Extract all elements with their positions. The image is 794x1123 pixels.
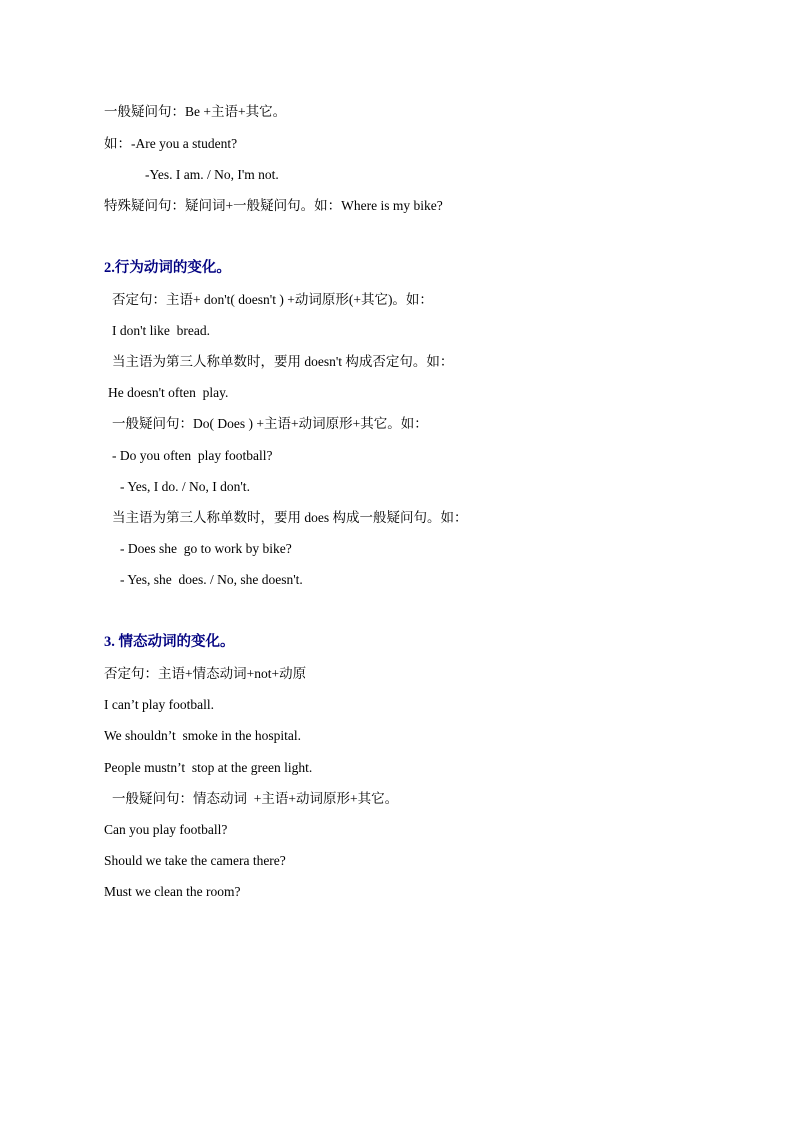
example-question: Can you play football? bbox=[104, 822, 228, 837]
example-answer: - Yes, I do. / No, I don't. bbox=[120, 479, 250, 494]
example-sentence: I can’t play football. bbox=[104, 697, 214, 712]
third-person-negative-rule: 当主语为第三人称单数时，要用 doesn't 构成否定句。如： bbox=[112, 354, 454, 369]
section-heading-verb-change: 2.行为动词的变化。 bbox=[104, 260, 231, 276]
general-question-rule: 一般疑问句：Be +主语+其它。 bbox=[104, 104, 287, 119]
section-heading-modal-change: 3. 情态动词的变化。 bbox=[104, 634, 235, 650]
general-question-rule: 一般疑问句：情态动词 +主语+动词原形+其它。 bbox=[112, 791, 399, 806]
negative-rule: 否定句：主语+ don't( doesn't ) +动词原形(+其它)。如： bbox=[112, 292, 433, 307]
example-question: 如：-Are you a student? bbox=[104, 136, 238, 151]
example-answer: - Yes, she does. / No, she doesn't. bbox=[120, 572, 303, 587]
example-question: - Does she go to work by bike? bbox=[120, 541, 292, 556]
example-sentence: I don't like bread. bbox=[112, 323, 211, 338]
example-answer: -Yes. I am. / No, I'm not. bbox=[145, 167, 279, 182]
example-sentence: We shouldn’t smoke in the hospital. bbox=[104, 728, 302, 743]
example-question: Must we clean the room? bbox=[104, 884, 241, 899]
example-question: Should we take the camera there? bbox=[104, 853, 286, 868]
example-sentence: He doesn't often play. bbox=[108, 385, 229, 400]
general-question-rule: 一般疑问句：Do( Does ) +主语+动词原形+其它。如： bbox=[112, 416, 428, 431]
special-question-rule: 特殊疑问句：疑问词+一般疑问句。如：Where is my bike? bbox=[104, 198, 443, 213]
negative-rule: 否定句：主语+情态动词+not+动原 bbox=[104, 666, 307, 681]
example-sentence: People mustn’t stop at the green light. bbox=[104, 760, 313, 775]
third-person-question-rule: 当主语为第三人称单数时，要用 does 构成一般疑问句。如： bbox=[112, 510, 468, 525]
example-question: - Do you often play football? bbox=[112, 448, 273, 463]
